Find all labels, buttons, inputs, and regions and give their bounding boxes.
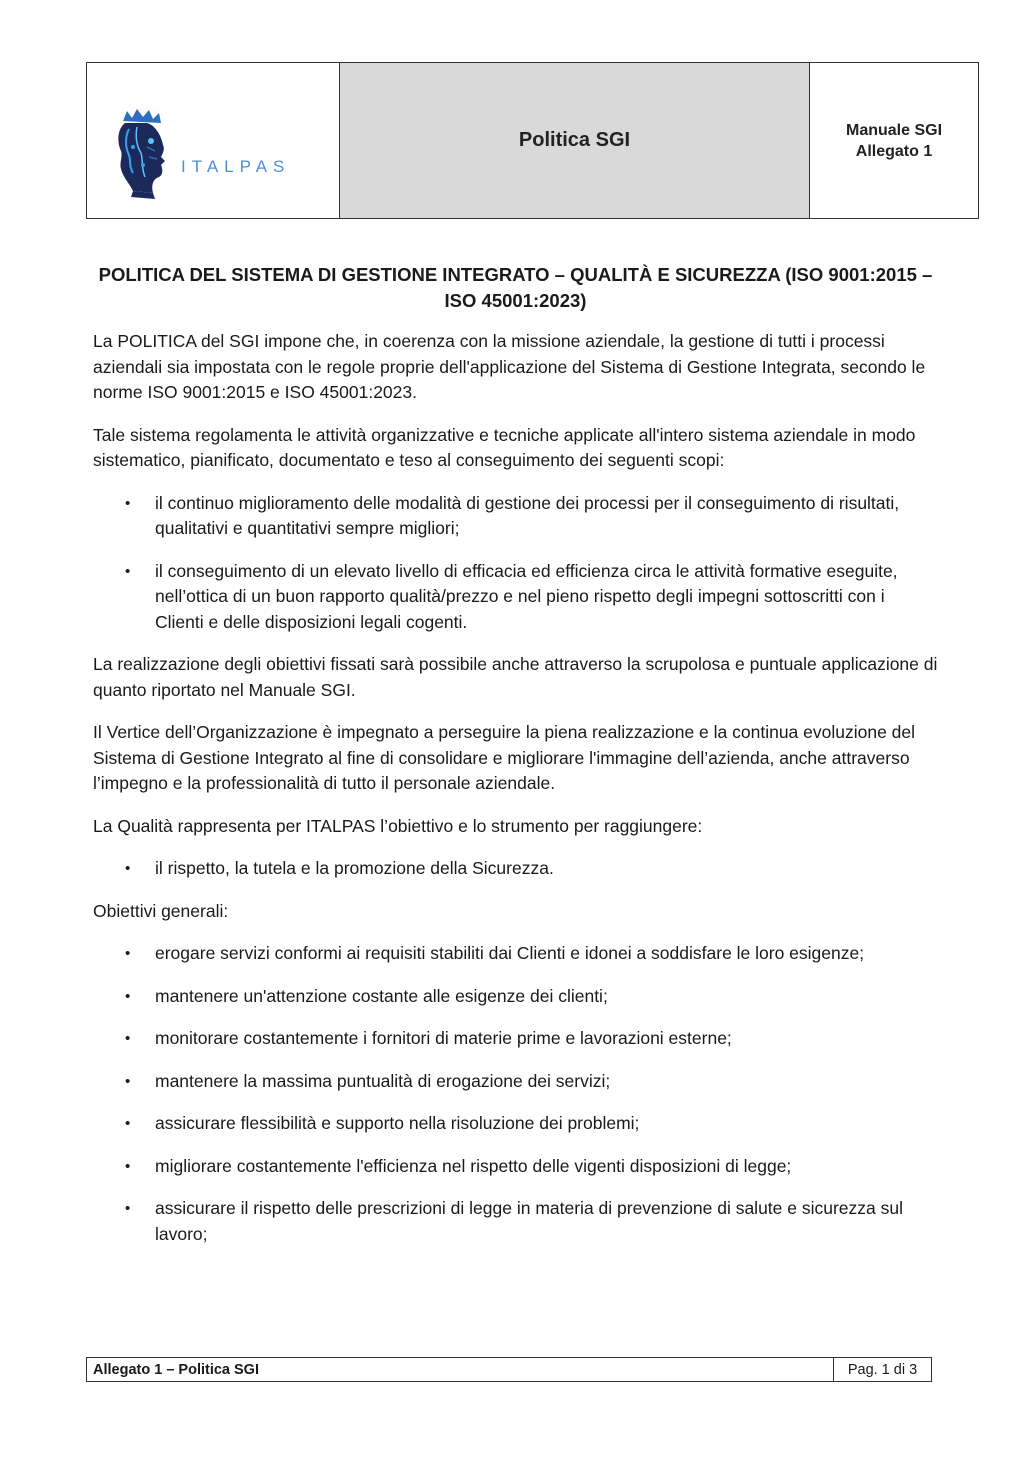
list-item: • monitorare costantemente i fornitori di materie prime e lavorazioni esterne; (93, 1026, 938, 1052)
list-item: • assicurare flessibilità e supporto nella risoluzione dei problemi; (93, 1111, 938, 1137)
bullet-icon: • (125, 494, 131, 512)
document-body (93, 262, 938, 1264)
bullet-icon: • (125, 1200, 131, 1217)
list-item: • mantenere la massima puntualità di erogazione dei servizi; (93, 1069, 938, 1095)
header-reference (810, 63, 978, 218)
document-title: POLITICA DEL SISTEMA DI GESTIONE INTEGRATO – QUALITÀ E SICUREZZA (ISO 9001:2015 – ISO 45001:2023) (98, 264, 933, 311)
paragraph-realization: La realizzazione degli obiettivi fissati sarà possibile anche attraverso la scrupolosa e puntuale applicazione di quanto riportato nel Manuale SGI. (93, 654, 938, 700)
document-header (86, 62, 979, 219)
bullet-icon: • (125, 1157, 131, 1175)
logo-wordmark: ITALPAS (181, 157, 291, 176)
paragraph-system: Tale sistema regolamenta le attività organizzative e tecniche applicate all'intero sistema aziendale in modo sistematico, pianificato, documentato e teso al conseguimento dei seguenti scopi: (93, 424, 916, 470)
list-item: • migliorare costantemente l'efficienza nel rispetto delle vigenti disposizioni di legge; (93, 1154, 938, 1180)
paragraph-objectives-heading: Obiettivi generali: (93, 900, 229, 921)
footer-title: Allegato 1 – Politica SGI (87, 1358, 834, 1381)
bullet-icon: • (125, 562, 131, 580)
list-item: • il continuo miglioramento delle modalità di gestione dei processi per il conseguimento di risultati, qualitativi e quantitativi sempre migliori; (125, 492, 900, 538)
italpas-logo-icon (113, 107, 181, 199)
annex-label: Allegato 1 (855, 142, 933, 160)
bullet-icon: • (125, 860, 131, 877)
list-item: • erogare servizi conformi ai requisiti stabiliti dai Clienti e idonei a soddisfare le loro esigenze; (93, 941, 938, 967)
bullet-icon: • (125, 1030, 131, 1047)
paragraph-quality: La Qualità rappresenta per ITALPAS l’obiettivo e lo strumento per raggiungere: (93, 815, 703, 836)
bullet-icon: • (125, 987, 131, 1005)
paragraph-management: Il Vertice dell’Organizzazione è impegnato a perseguire la piena realizzazione e la continua evoluzione del Sistema di Gestione Integrato al fine di consolidare e migliorare l'immagine dell’azienda, anche attraverso l’impegno e la professionalità di tutto il personale aziendale. (93, 722, 916, 793)
bullet-icon: • (125, 945, 131, 962)
logo-cell (87, 63, 340, 218)
list-item: • mantenere un'attenzione costante alle esigenze dei clienti; (93, 984, 938, 1010)
scopi-list (93, 491, 938, 636)
bullet-icon: • (125, 1072, 131, 1090)
obiettivi-list (93, 941, 938, 1247)
bullet-icon: • (125, 1115, 131, 1132)
list-item: • il conseguimento di un elevato livello di efficacia ed efficienza circa le attività formative eseguite, nell’ottica di un buon rapporto qualità/prezzo e nel pieno rispetto degli impegni sottoscritti con i Clienti e delle disposizioni legali cogenti. (125, 560, 898, 632)
list-item: • il rispetto, la tutela e la promozione della Sicurezza. (93, 856, 938, 882)
document-footer (86, 1357, 932, 1382)
page-number: Pag. 1 di 3 (847, 1361, 918, 1378)
manual-label: Manuale SGI (845, 121, 943, 139)
header-title: Politica SGI (340, 63, 810, 218)
qualita-list (93, 856, 938, 882)
paragraph-intro: La POLITICA del SGI impone che, in coerenza con la missione aziendale, la gestione di tutti i processi aziendali sia impostata con le regole proprie dell'applicazione del Sistema di Gestione Integrata, secondo le norme ISO 9001:2015 e ISO 45001:2023. (93, 331, 926, 402)
list-item: • assicurare il rispetto delle prescrizioni di legge in materia di prevenzione di salute e sicurezza sul lavoro; (125, 1198, 904, 1244)
